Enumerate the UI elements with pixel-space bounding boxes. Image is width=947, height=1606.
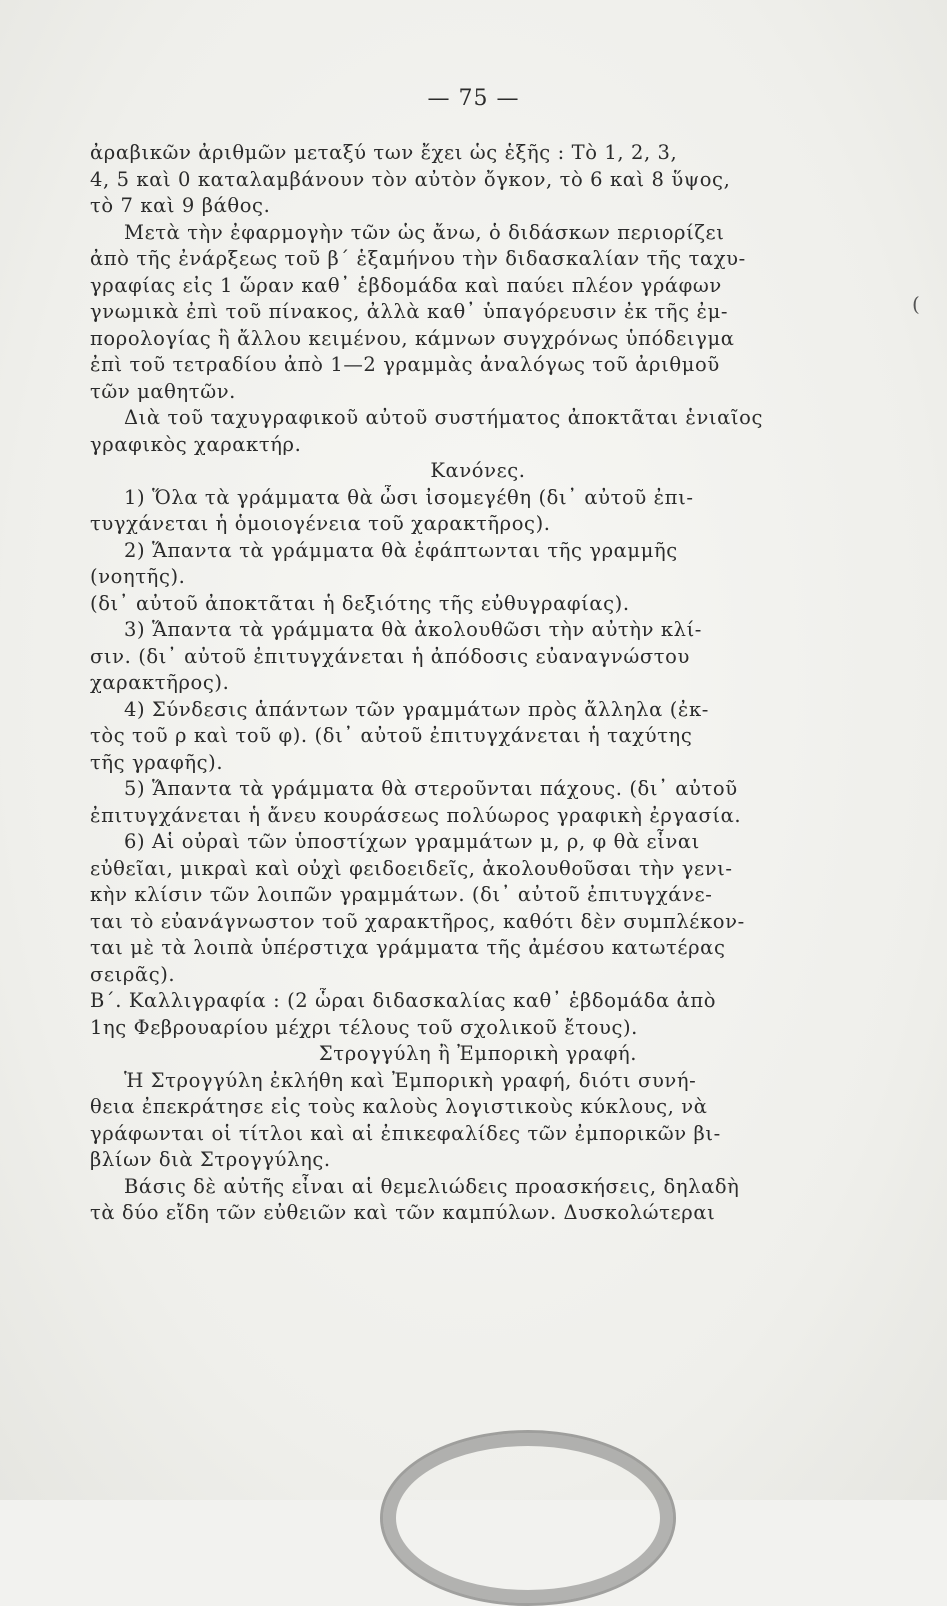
text-line: ται μὲ τὰ λοιπὰ ὑπέρστιχα γράμματα τῆς ἀμέσου κατωτέρας: [90, 936, 726, 959]
text-line: 6) Αἱ οὐραὶ τῶν ὑποστίχων γραμμάτων μ, ρ, φ θὰ εἶναι: [124, 830, 700, 853]
text-line: κὴν κλίσιν τῶν λοιπῶν γραμμάτων. (δι᾽ αὐτοῦ ἐπιτυγχάνε-: [90, 883, 713, 906]
section-heading: Στρογγύλη ἢ Ἐμπορικὴ γραφή.: [318, 1042, 638, 1065]
text-line: 1) Ὅλα τὰ γράμματα θὰ ὦσι ἰσομεγέθη (δι᾽ αὐτοῦ ἐπι-: [124, 485, 694, 509]
text-line: τῶν μαθητῶν.: [90, 379, 236, 403]
page-number: — 75 —: [427, 86, 520, 111]
text-line: θεια ἐπεκράτησε εἰς τοὺς καλοὺς λογιστικοὺς κύκλους, νὰ: [90, 1095, 708, 1118]
text-line: 1ης Φεβρουαρίου μέχρι τέλους τοῦ σχολικοῦ ἔτους).: [90, 1015, 638, 1039]
text-line: (νοητῆς).: [90, 565, 186, 588]
text-line: ται τὸ εὐανάγνωστον τοῦ χαρακτῆρος, καθότι δὲν συμπλέκον-: [90, 909, 745, 933]
text-line: τὸς τοῦ ρ καὶ τοῦ φ). (δι᾽ αὐτοῦ ἐπιτυγχάνεται ἡ ταχύτης: [90, 724, 693, 747]
text-line: 2) Ἅπαντα τὰ γράμματα θὰ ἐφάπτωνται τῆς γραμμῆς: [124, 538, 678, 562]
text-line: ἐπὶ τοῦ τετραδίου ἀπὸ 1—2 γραμμὰς ἀναλόγως τοῦ ἀριθμοῦ: [90, 353, 720, 376]
text-line: 4) Σύνδεσις ἁπάντων τῶν γραμμάτων πρὸς ἄλληλα (ἐκ-: [124, 697, 709, 721]
text-line: ἐπιτυγχάνεται ἡ ἄνευ κουράσεως πολύωρος γραφικὴ ἐργασία.: [90, 803, 742, 827]
text-line: τὰ δύο εἴδη τῶν εὐθειῶν καὶ τῶν καμπύλων. Δυσκολώτεραι: [90, 1201, 716, 1224]
text-line: χαρακτῆρος).: [90, 671, 230, 694]
text-line: γράφωνται οἱ τίτλοι καὶ αἱ ἐπικεφαλίδες τῶν ἐμπορικῶν βι-: [90, 1121, 721, 1145]
text-line: Βάσις δὲ αὐτῆς εἶναι αἱ θεμελιώδεις προασκήσεις, δηλαδὴ: [124, 1174, 740, 1198]
text-line: γραφικὸς χαρακτήρ.: [90, 432, 302, 456]
text-line: γραφίας εἰς 1 ὥραν καθ᾽ ἑβδομάδα καὶ παύει πλέον γράφων: [90, 273, 722, 297]
body-text: [90, 140, 866, 1227]
text-line: βλίων διὰ Στρογγύλης.: [90, 1148, 331, 1171]
text-line: εὐθεῖαι, μικραὶ καὶ οὐχὶ φειδοειδεῖς, ἀκολουθοῦσαι τὴν γενι-: [90, 856, 733, 880]
text-line: (δι᾽ αὐτοῦ ἀποκτᾶται ἡ δεξιότης τῆς εὐθυγραφίας).: [90, 591, 630, 615]
text-line: τῆς γραφῆς).: [90, 750, 224, 774]
text-line: 3) Ἅπαντα τὰ γράμματα θὰ ἀκολουθῶσι τὴν αὐτὴν κλί-: [124, 618, 702, 641]
text-line: σιν. (δι᾽ αὐτοῦ ἐπιτυγχάνεται ἡ ἀπόδοσις εὐαναγνώστου: [90, 644, 690, 668]
text-line: Β΄. Καλλιγραφία : (2 ὧραι διδασκαλίας καθ᾽ ἑβδομάδα ἀπὸ: [90, 989, 717, 1012]
text-line: γνωμικὰ ἐπὶ τοῦ πίνακος, ἀλλὰ καθ᾽ ὑπαγόρευσιν ἐκ τῆς ἐμ-: [90, 300, 729, 323]
margin-mark: (: [912, 292, 920, 316]
text-line: Διὰ τοῦ ταχυγραφικοῦ αὐτοῦ συστήματος ἀποκτᾶται ἑνιαῖος: [124, 406, 764, 429]
text-line: τυγχάνεται ἡ ὁμοιογένεια τοῦ χαρακτῆρος).: [90, 512, 551, 535]
text-line: Μετὰ τὴν ἐφαρμογὴν τῶν ὡς ἄνω, ὁ διδάσκων περιορίζει: [124, 220, 725, 244]
text-line: 5) Ἅπαντα τὰ γράμματα θὰ στεροῦνται πάχους. (δι᾽ αὐτοῦ: [124, 777, 738, 800]
text-line: Ἡ Στρογγύλη ἐκλήθη καὶ Ἐμπορικὴ γραφή, διότι συνή-: [124, 1068, 697, 1092]
library-stamp: [380, 1430, 676, 1606]
text-line: ἀπὸ τῆς ἐνάρξεως τοῦ β΄ ἑξαμήνου τὴν διδασκαλίαν τῆς ταχυ-: [90, 247, 746, 270]
section-heading: Κανόνες.: [430, 459, 526, 482]
text-line: σειρᾶς).: [90, 962, 176, 986]
text-line: 4, 5 καὶ 0 καταλαμβάνουν τὸν αὐτὸν ὄγκον, τὸ 6 καὶ 8 ὕψος,: [90, 167, 731, 191]
text-line: πορολογίας ἢ ἄλλου κειμένου, κάμνων συγχρόνως ὑπόδειγμα: [90, 326, 735, 350]
text-line: τὸ 7 καὶ 9 βάθος.: [90, 194, 271, 217]
text-line: ἀραβικῶν ἀριθμῶν μεταξύ των ἔχει ὡς ἑξῆς : Τὸ 1, 2, 3,: [90, 141, 678, 164]
